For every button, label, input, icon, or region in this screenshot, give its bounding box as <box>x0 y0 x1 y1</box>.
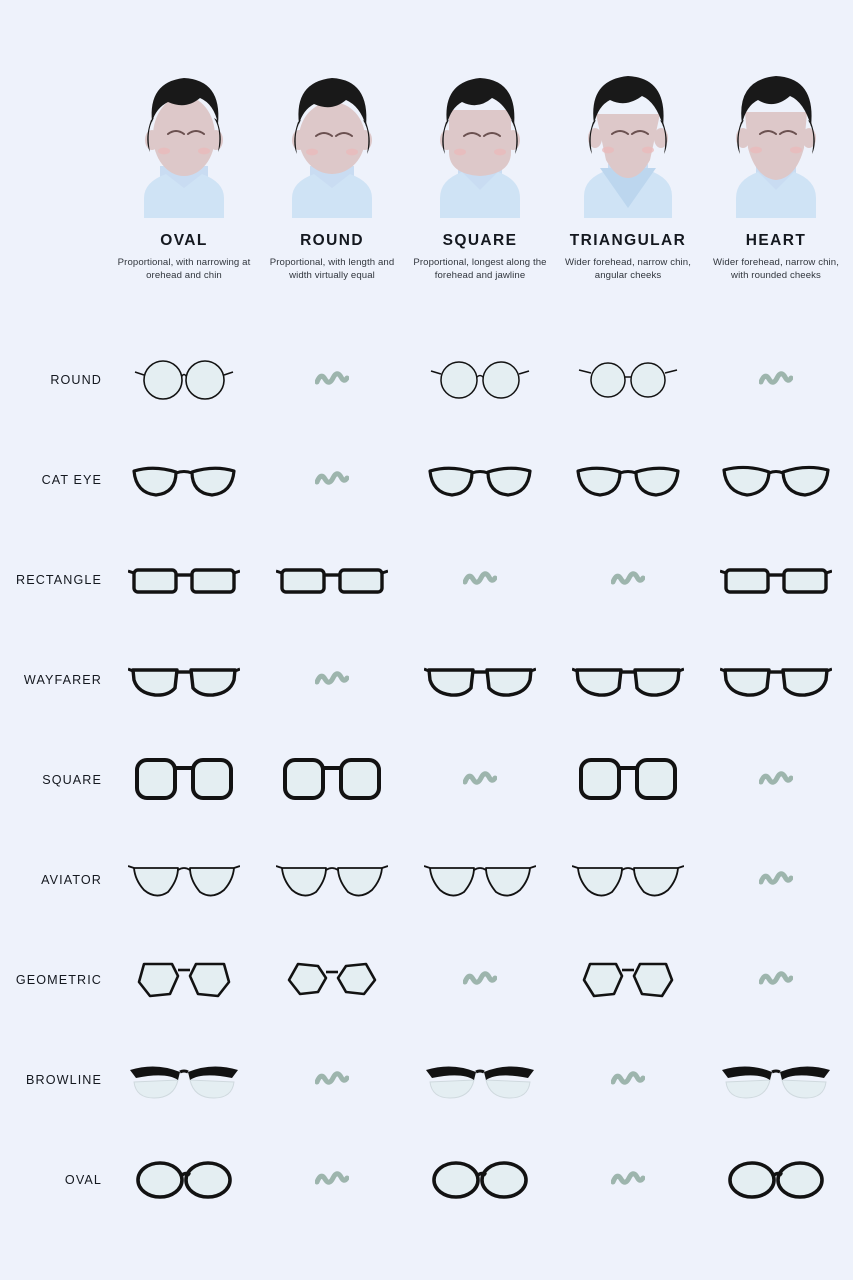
cell-round-triangular <box>554 330 702 430</box>
face-shape-description: Proportional, longest along the forehead and jawline <box>413 257 547 281</box>
frame-style-label: BROWLINE <box>26 1073 102 1087</box>
face-shape-column-triangular <box>554 48 702 282</box>
rectangle-glasses-icon <box>276 560 388 600</box>
cell-geometric-triangular <box>554 930 702 1030</box>
frame-style-label: OVAL <box>64 1173 102 1187</box>
squiggle-no-match-icon <box>315 1070 349 1090</box>
cell-square-square <box>406 730 554 830</box>
cell-wayfarer-round <box>258 630 406 730</box>
face-shape-name: TRIANGULAR <box>569 232 687 249</box>
squiggle-no-match-icon <box>315 1170 349 1190</box>
frame-style-label: RECTANGLE <box>16 573 102 587</box>
aviator-glasses-icon <box>128 856 240 904</box>
rectangle-glasses-icon <box>128 560 240 600</box>
frame-style-label: AVIATOR <box>41 873 102 887</box>
squiggle-no-match-icon <box>315 370 349 390</box>
cat-eye-glasses-icon <box>720 457 832 503</box>
cell-aviator-round <box>258 830 406 930</box>
table-row <box>0 530 853 630</box>
squiggle-no-match-icon <box>759 370 793 390</box>
square-glasses-icon <box>132 754 236 806</box>
cell-geometric-oval <box>110 930 258 1030</box>
cell-browline-round <box>258 1030 406 1130</box>
table-row <box>0 630 853 730</box>
cell-cateye-triangular <box>554 430 702 530</box>
cell-cateye-oval <box>110 430 258 530</box>
squiggle-no-match-icon <box>463 970 497 990</box>
oval-glasses-icon <box>132 1158 236 1202</box>
cell-browline-triangular <box>554 1030 702 1130</box>
cell-aviator-triangular <box>554 830 702 930</box>
round-glasses-icon <box>132 357 236 403</box>
cell-cateye-heart <box>702 430 850 530</box>
face-heart-icon <box>716 48 836 218</box>
cell-square-round <box>258 730 406 830</box>
round-glasses-icon <box>428 357 532 403</box>
cell-browline-square <box>406 1030 554 1130</box>
frame-style-label: WAYFARER <box>23 673 102 687</box>
wayfarer-glasses-icon <box>720 658 832 702</box>
round-glasses-icon <box>576 357 680 403</box>
cell-wayfarer-heart <box>702 630 850 730</box>
cell-round-square <box>406 330 554 430</box>
cell-rectangle-heart <box>702 530 850 630</box>
face-triangular-icon <box>568 48 688 218</box>
oval-glasses-icon <box>428 1158 532 1202</box>
face-shape-description: Proportional, with narrowing at orehead and chin <box>117 257 251 281</box>
face-shape-column-heart <box>702 48 850 282</box>
wayfarer-glasses-icon <box>572 658 684 702</box>
table-row <box>0 1130 853 1230</box>
face-shape-description: Wider forehead, narrow chin, angular cheeks <box>565 257 691 281</box>
squiggle-no-match-icon <box>315 670 349 690</box>
squiggle-no-match-icon <box>759 970 793 990</box>
face-shape-column-square <box>406 48 554 282</box>
face-shapes-header <box>110 48 853 282</box>
squiggle-no-match-icon <box>463 770 497 790</box>
cell-round-heart <box>702 330 850 430</box>
cell-oval-oval <box>110 1130 258 1230</box>
square-glasses-icon <box>280 754 384 806</box>
cell-square-triangular <box>554 730 702 830</box>
cell-rectangle-round <box>258 530 406 630</box>
wayfarer-glasses-icon <box>128 658 240 702</box>
cat-eye-glasses-icon <box>424 457 536 503</box>
face-oval-icon <box>124 48 244 218</box>
cell-oval-heart <box>702 1130 850 1230</box>
face-shape-column-round <box>258 48 406 282</box>
squiggle-no-match-icon <box>759 870 793 890</box>
cell-wayfarer-oval <box>110 630 258 730</box>
face-shape-description: Wider forehead, narrow chin, with rounded cheeks <box>713 257 839 281</box>
squiggle-no-match-icon <box>611 1170 645 1190</box>
cell-rectangle-square <box>406 530 554 630</box>
table-row <box>0 730 853 830</box>
browline-glasses-icon <box>422 1060 538 1100</box>
cell-round-oval <box>110 330 258 430</box>
cell-browline-oval <box>110 1030 258 1130</box>
cell-cateye-round <box>258 430 406 530</box>
frame-style-label: ROUND <box>50 373 102 387</box>
cell-wayfarer-square <box>406 630 554 730</box>
frame-style-label: GEOMETRIC <box>15 973 102 987</box>
cell-wayfarer-triangular <box>554 630 702 730</box>
cat-eye-glasses-icon <box>128 457 240 503</box>
cell-geometric-heart <box>702 930 850 1030</box>
table-row <box>0 830 853 930</box>
aviator-glasses-icon <box>572 856 684 904</box>
cell-geometric-square <box>406 930 554 1030</box>
squiggle-no-match-icon <box>759 770 793 790</box>
cell-aviator-square <box>406 830 554 930</box>
browline-glasses-icon <box>126 1060 242 1100</box>
cell-rectangle-triangular <box>554 530 702 630</box>
table-row <box>0 1030 853 1130</box>
frame-style-grid <box>0 330 853 1230</box>
table-row <box>0 930 853 1030</box>
browline-glasses-icon <box>718 1060 834 1100</box>
squiggle-no-match-icon <box>315 470 349 490</box>
face-shape-name: HEART <box>745 232 807 249</box>
cell-oval-triangular <box>554 1130 702 1230</box>
frame-style-label: SQUARE <box>42 773 102 787</box>
cell-rectangle-oval <box>110 530 258 630</box>
face-shape-name: OVAL <box>160 232 208 249</box>
face-shape-description: Proportional, with length and width virtually equal <box>269 257 395 281</box>
square-glasses-icon <box>576 754 680 806</box>
aviator-glasses-icon <box>424 856 536 904</box>
cell-cateye-square <box>406 430 554 530</box>
cell-geometric-round <box>258 930 406 1030</box>
frame-style-label: CAT EYE <box>41 473 102 487</box>
squiggle-no-match-icon <box>463 570 497 590</box>
cell-square-oval <box>110 730 258 830</box>
wayfarer-glasses-icon <box>424 658 536 702</box>
aviator-glasses-icon <box>276 856 388 904</box>
table-row <box>0 330 853 430</box>
face-round-icon <box>272 48 392 218</box>
face-shape-name: ROUND <box>300 232 364 249</box>
cell-oval-round <box>258 1130 406 1230</box>
cell-aviator-oval <box>110 830 258 930</box>
cell-aviator-heart <box>702 830 850 930</box>
rectangle-glasses-icon <box>720 560 832 600</box>
cell-square-heart <box>702 730 850 830</box>
cell-round-round <box>258 330 406 430</box>
geometric-glasses-icon <box>576 956 680 1004</box>
squiggle-no-match-icon <box>611 570 645 590</box>
cell-oval-square <box>406 1130 554 1230</box>
face-square-icon <box>420 48 540 218</box>
face-shape-column-oval <box>110 48 258 282</box>
geometric-glasses-icon <box>280 956 384 1004</box>
squiggle-no-match-icon <box>611 1070 645 1090</box>
oval-glasses-icon <box>724 1158 828 1202</box>
cat-eye-glasses-icon <box>572 457 684 503</box>
geometric-glasses-icon <box>132 956 236 1004</box>
table-row <box>0 430 853 530</box>
face-shape-name: SQUARE <box>442 232 518 249</box>
cell-browline-heart <box>702 1030 850 1130</box>
